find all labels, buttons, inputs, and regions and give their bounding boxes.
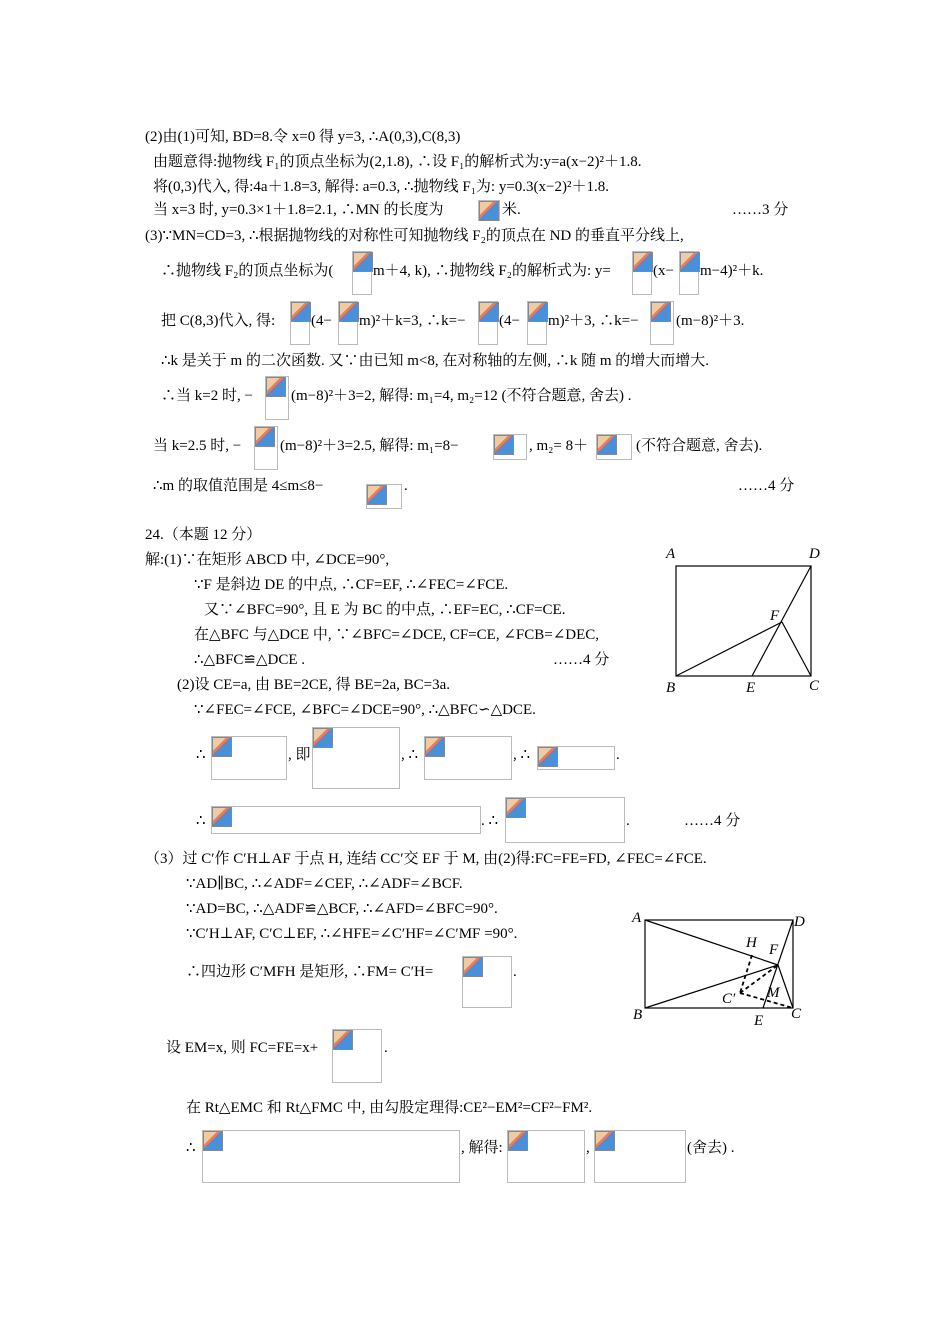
formula-image — [462, 956, 512, 1008]
formula-image — [650, 301, 674, 345]
q23-line-7: 把 C(8,3)代入, 得: — [161, 313, 276, 329]
label-a: A — [632, 910, 642, 926]
geometry-figure-2 — [628, 905, 818, 1030]
label-a: A — [666, 546, 676, 562]
q23-line-10b: (m−8)²＋3=2.5, 解得: m₁=8− — [280, 438, 459, 454]
q23-line-1: (2)由(1)可知, BD=8.令 x=0 得 y=3, ∴A(0,3),C(8,3) — [145, 129, 461, 145]
label-h: H — [746, 935, 757, 951]
label-b: B — [666, 680, 676, 696]
label-c-prime: C′ — [722, 991, 736, 1007]
label-e: E — [746, 680, 756, 696]
q23-line-7c: m)²＋k=3, ∴k=− — [359, 313, 466, 329]
q23-line-8: ∴k 是关于 m 的二次函数. 又∵由已知 m<8, 在对称轴的左侧, ∴k 随 m 的增大而增大. — [161, 353, 710, 369]
label-c: C — [809, 678, 820, 694]
q23-line-9: ∴当 k=2 时, − — [161, 388, 253, 404]
formula-image — [265, 376, 289, 420]
formula-image — [505, 797, 625, 843]
q23-line-7e: m)²＋3, ∴k=− — [548, 313, 639, 329]
q23-line-11: ∴m 的取值范围是 4≤m≤8− — [153, 478, 324, 494]
q23-line-2: 由题意得:抛物线 F₁的顶点坐标为(2,1.8), ∴设 F₁的解析式为:y=a(x−2)²＋1.8. — [153, 154, 642, 170]
formula-image — [290, 301, 310, 345]
q24-line-8: ∴ — [196, 747, 206, 763]
formula-image — [478, 301, 498, 345]
q23-line-9b: (m−8)²＋3=2, 解得: m₁=4, m₂=12 (不符合题意, 舍去) . — [291, 388, 632, 404]
q23-line-10: 当 k=2.5 时, − — [153, 438, 242, 454]
q23-line-7b: (4− — [311, 313, 332, 329]
q24-line-13: ∵C′H⊥AF, C′C⊥EF, ∴∠HFE=∠C′HF=∠C′MF =90°. — [186, 926, 518, 942]
geometry-figure-1 — [660, 540, 840, 700]
label-d: D — [809, 546, 820, 562]
formula-image — [527, 301, 547, 345]
score-mark: ……4 分 — [553, 652, 610, 668]
q24-line-17b: , 解得: — [461, 1140, 503, 1156]
q24-line-8c: , ∴ — [401, 747, 419, 763]
formula-image — [594, 1130, 686, 1183]
segment-fc — [782, 622, 811, 676]
q24-line-6: (2)设 CE=a, 由 BE=2CE, 得 BE=2a, BC=3a. — [177, 677, 450, 693]
formula-image — [478, 200, 500, 221]
formula-image — [596, 434, 632, 460]
q24-line-4: 在△BFC 与△DCE 中, ∵∠BFC=∠DCE, CF=CE, ∠FCB=∠DEC, — [194, 627, 600, 643]
q24-line-9b: . ∴ — [481, 813, 499, 829]
formula-image — [211, 806, 481, 834]
label-m: M — [767, 985, 780, 1001]
q24-line-9c: . — [626, 813, 630, 829]
q24-line-5: ∴△BFC≌△DCE . — [194, 652, 306, 668]
segment-bf — [645, 965, 778, 1008]
label-e: E — [754, 1013, 764, 1029]
label-b: B — [633, 1007, 643, 1023]
formula-image — [632, 251, 652, 295]
q24-line-12: ∵AD=BC, ∴△ADF≌△BCF, ∴∠AFD=∠BFC=90°. — [186, 901, 498, 917]
q23-line-10c: , m₂= 8＋ — [529, 438, 589, 454]
formula-image — [493, 434, 527, 460]
q24-line-16: 在 Rt△EMC 和 Rt△FMC 中, 由勾股定理得:CE²−EM²=CF²−FM². — [186, 1100, 593, 1116]
q23-line-5: (3)∵MN=CD=3, ∴根据抛物线的对称性可知抛物线 F₂的顶点在 ND 的垂直平分线上, — [145, 228, 684, 244]
q23-line-3: 将(0,3)代入, 得:4a＋1.8=3, 解得: a=0.3, ∴抛物线 F₁为: y=0.3(x−2)²＋1.8. — [153, 179, 609, 195]
q24-line-8e: . — [616, 747, 620, 763]
score-mark: ……3 分 — [732, 202, 789, 218]
formula-image — [424, 736, 512, 780]
q23-line-6d: m−4)²＋k. — [700, 263, 764, 279]
q23-line-4-end: 米. — [502, 202, 521, 218]
q24-line-14: ∴四边形 C′MFH 是矩形, ∴FM= C′H= — [186, 964, 434, 980]
formula-image — [366, 484, 402, 509]
q23-line-4: 当 x=3 时, y=0.3×1＋1.8=2.1, ∴MN 的长度为 — [153, 202, 444, 218]
label-c: C — [791, 1006, 802, 1022]
formula-image — [211, 736, 287, 780]
q23-line-6: ∴抛物线 F₂的顶点坐标为( — [161, 263, 334, 279]
formula-image — [679, 251, 699, 295]
q24-line-9: ∴ — [196, 813, 206, 829]
q24-line-1: 解:(1)∵在矩形 ABCD 中, ∠DCE=90°, — [145, 552, 390, 568]
q24-line-8b: , 即 — [288, 747, 311, 763]
rectangle-abcd — [676, 566, 811, 676]
q23-line-7d: (4− — [499, 313, 520, 329]
q24-line-15: 设 EM=x, 则 FC=FE=x+ — [166, 1040, 319, 1056]
label-d: D — [794, 914, 805, 930]
formula-image — [254, 426, 278, 470]
q23-line-11b: . — [404, 478, 408, 494]
q24-line-14b: . — [513, 964, 517, 980]
q23-line-7f: (m−8)²＋3. — [676, 313, 745, 329]
q23-line-6b: m＋4, k), ∴抛物线 F₂的解析式为: y= — [373, 263, 611, 279]
q23-line-10d: (不符合题意, 舍去). — [636, 438, 763, 454]
q24-line-17d: (舍去) . — [687, 1140, 735, 1156]
segment-fc — [778, 965, 793, 1008]
q24-line-7: ∵∠FEC=∠FCE, ∠BFC=∠DCE=90°, ∴△BFC∽△DCE. — [194, 702, 536, 718]
q24-line-3: 又∵∠BFC=90°, 且 E 为 BC 的中点, ∴EF=EC, ∴CF=CE. — [204, 602, 566, 618]
score-mark: ……4 分 — [738, 478, 795, 494]
label-f: F — [769, 942, 779, 958]
q24-heading: 24.（本题 12 分） — [145, 527, 262, 543]
formula-image — [312, 727, 400, 789]
formula-image — [338, 301, 358, 345]
score-mark: ……4 分 — [684, 813, 741, 829]
formula-image — [332, 1029, 382, 1083]
formula-image — [507, 1130, 585, 1183]
q24-line-17c: , — [586, 1140, 590, 1156]
formula-image — [202, 1130, 460, 1183]
q24-line-11: ∵AD∥BC, ∴∠ADF=∠CEF, ∴∠ADF=∠BCF. — [186, 876, 463, 892]
formula-image — [352, 251, 372, 295]
q24-line-17: ∴ — [186, 1140, 196, 1156]
label-f: F — [770, 608, 780, 624]
q24-line-2: ∵F 是斜边 DE 的中点, ∴CF=EF, ∴∠FEC=∠FCE. — [194, 577, 509, 593]
q24-line-8d: , ∴ — [513, 747, 531, 763]
q24-line-10: （3）过 C′作 C′H⊥AF 于点 H, 连结 CC′交 EF 于 M, 由(2)得:FC=FE=FD, ∠FEC=∠FCE. — [145, 851, 707, 867]
q24-line-15b: . — [384, 1040, 388, 1056]
formula-image — [537, 746, 615, 770]
q23-line-6c: (x− — [653, 263, 674, 279]
segment-af — [645, 920, 778, 965]
